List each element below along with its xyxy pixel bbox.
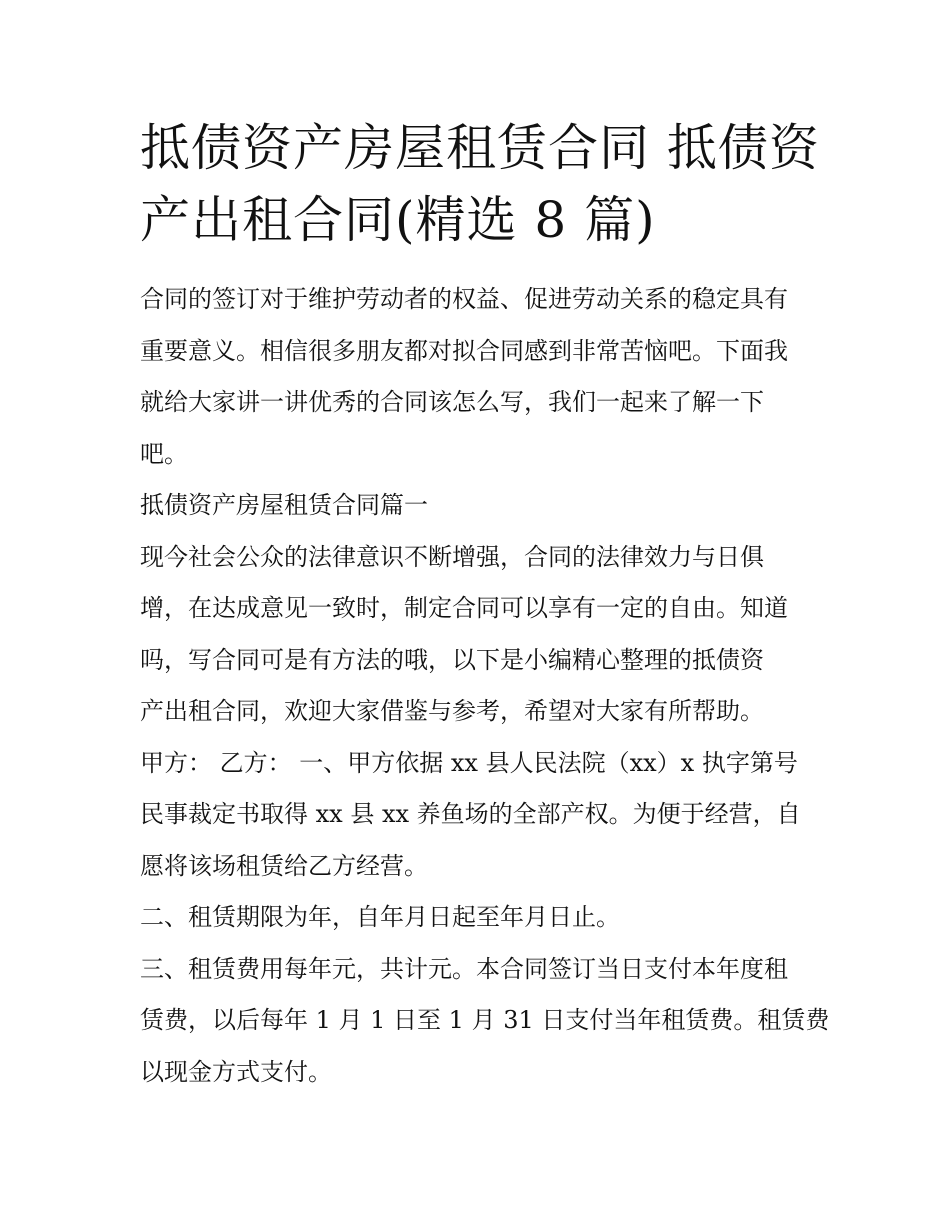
clause-line: 以现金方式支付。 [140, 1057, 332, 1086]
clause-line: 三、租赁费用每年元，共计元。本合同签订当日支付本年度租 [140, 954, 788, 983]
paragraph-line: 产出租合同，欢迎大家借鉴与参考，希望对大家有所帮助。 [140, 697, 764, 725]
title-line: 抵债资产房屋租赁合同 抵债资 [140, 119, 820, 177]
title-line: 产出租合同(精选 8 篇) [140, 191, 656, 249]
intro-line: 合同的签订对于维护劳动者的权益、促进劳动关系的稳定具有 [140, 285, 788, 313]
paragraph-line: 现今社会公众的法律意识不断增强，合同的法律效力与日俱 [140, 542, 764, 571]
document-title [140, 112, 820, 256]
clause-line: 二、租赁期限为年，自年月日起至年月日止。 [140, 903, 620, 931]
paragraph-line: 增，在达成意见一致时，制定合同可以享有一定的自由。知道 [140, 594, 788, 622]
clause-line: 赁费，以后每年 1 月 1 日至 1 月 31 日支付当年租赁费。租赁费 [140, 1006, 830, 1034]
clause-line: 甲方： 乙方： 一、甲方依据 xx 县人民法院（xx）x 执字第号 [140, 748, 798, 777]
document-body [140, 274, 830, 1098]
clause-line: 愿将该场租赁给乙方经营。 [140, 851, 428, 880]
clause-line: 民事裁定书取得 xx 县 xx 养鱼场的全部产权。为便于经营，自 [140, 800, 801, 828]
intro-line: 吧。 [140, 439, 188, 468]
intro-line: 重要意义。相信很多朋友都对拟合同感到非常苦恼吧。下面我 [140, 336, 788, 365]
intro-line: 就给大家讲一讲优秀的合同该怎么写，我们一起来了解一下 [140, 388, 764, 416]
section-heading: 抵债资产房屋租赁合同篇一 [140, 491, 428, 519]
paragraph-line: 吗，写合同可是有方法的哦，以下是小编精心整理的抵债资 [140, 645, 764, 674]
